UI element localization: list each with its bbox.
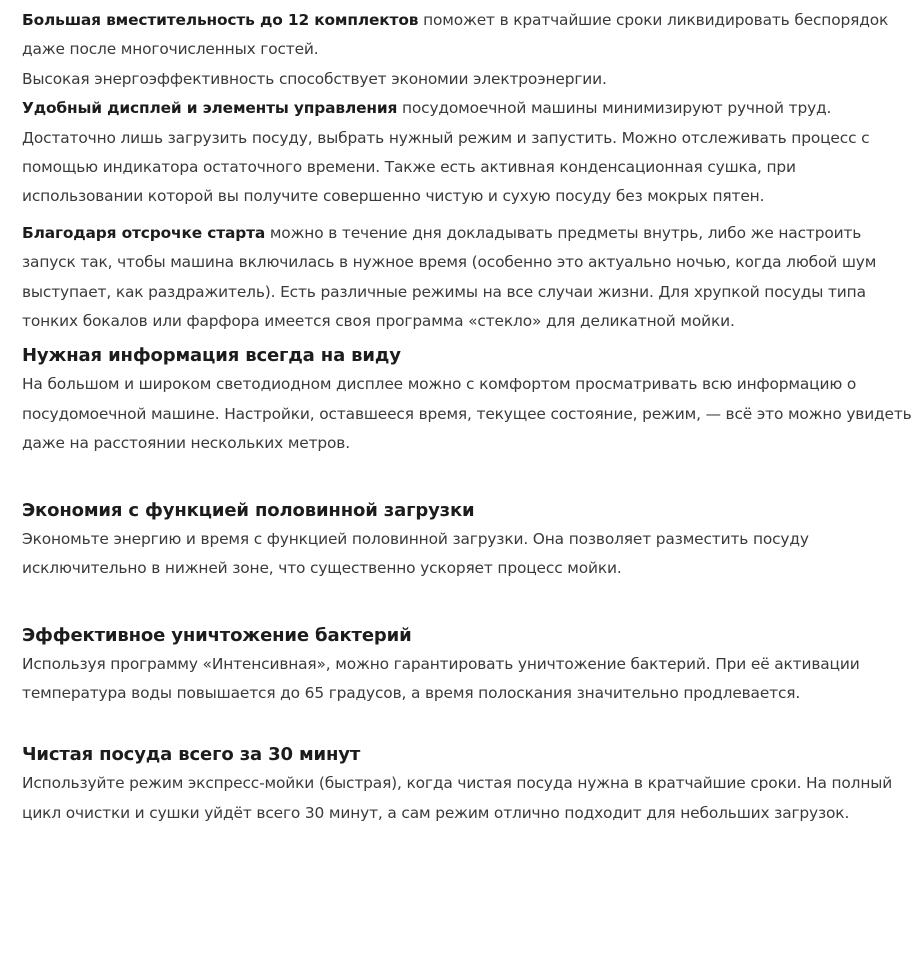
- spacer: [22, 708, 917, 740]
- section-heading: Экономия с функцией половинной загрузки: [22, 499, 475, 521]
- paragraph-energy-text: Высокая энергоэффективность способствует экономии электроэнергии.: [22, 69, 607, 88]
- paragraph-capacity-text: поможет в кратчайшие сроки ликвидировать беспорядок даже после многочисленных гостей.: [22, 11, 889, 59]
- section-half-load: [22, 496, 917, 584]
- section-heading: Эффективное уничтожение бактерий: [22, 624, 412, 646]
- emphasis-delayed-start: Благодаря отсрочке старта: [22, 223, 266, 242]
- paragraph-display-text: посудомоечной машины минимизируют ручной труд. Достаточно лишь загрузить посуду, выбрать нужный режим и запустить. Можно отслеживать процесс с помощью индикатора остаточного времени. Также есть активная конденсационная сушка, при использовании которой вы получите совершенно чистую и сухую посуду без мокрых пятен.: [22, 99, 870, 206]
- section-text: Используя программу «Интенсивная», можно гарантировать уничтожение бактерий. При её активации температура воды повышается до 65 градусов, а время полоскания значительно продлевается.: [22, 654, 860, 702]
- section-heading: Нужная информация всегда на виду: [22, 345, 401, 367]
- section-heading: Чистая посуда всего за 30 минут: [22, 744, 361, 766]
- spacer: [22, 584, 917, 621]
- section-express-wash: [22, 740, 917, 828]
- section-text: Экономьте энергию и время с функцией половинной загрузки. Она позволяет разместить посуду исключительно в нижней зоне, что существенно ускоряет процесс мойки.: [22, 529, 809, 578]
- section-text: Используйте режим экспресс-мойки (быстрая), когда чистая посуда нужна в кратчайшие сроки. На полный цикл очистки и сушки уйдёт всего 30 минут, а сам режим отлично подходит для небольших загрузок.: [22, 774, 893, 822]
- paragraph-capacity: [22, 6, 917, 65]
- paragraph-energy-efficiency: [22, 65, 917, 94]
- emphasis-display-controls: Удобный дисплей и элементы управления: [22, 99, 398, 118]
- emphasis-capacity: Большая вместительность до 12 комплектов: [22, 11, 419, 29]
- section-text: На большом и широком светодиодном дисплее можно с комфортом просматривать всю информацию о посудомоечной машине. Настройки, оставшееся время, текущее состояние, режим, — всё это можно увидеть даже на расстоянии нескольких метров.: [22, 375, 912, 453]
- section-info-display: [22, 341, 917, 458]
- paragraph-display-controls: [22, 94, 917, 212]
- section-bacteria: [22, 621, 917, 709]
- paragraph-delayed-start: [22, 219, 917, 337]
- product-description: [22, 6, 917, 828]
- paragraph-delayed-start-text: можно в течение дня докладывать предметы внутрь, либо же настроить запуск так, чтобы машина включилась в нужное время (особенно это актуально ночью, когда любой шум выступает, как раздражитель). Есть различные режимы на все случаи жизни. Для хрупкой посуды типа тонких бокалов или фарфора имеется своя программа «стекло» для деликатной мойки.: [22, 223, 877, 331]
- spacer: [22, 212, 917, 219]
- spacer: [22, 459, 917, 496]
